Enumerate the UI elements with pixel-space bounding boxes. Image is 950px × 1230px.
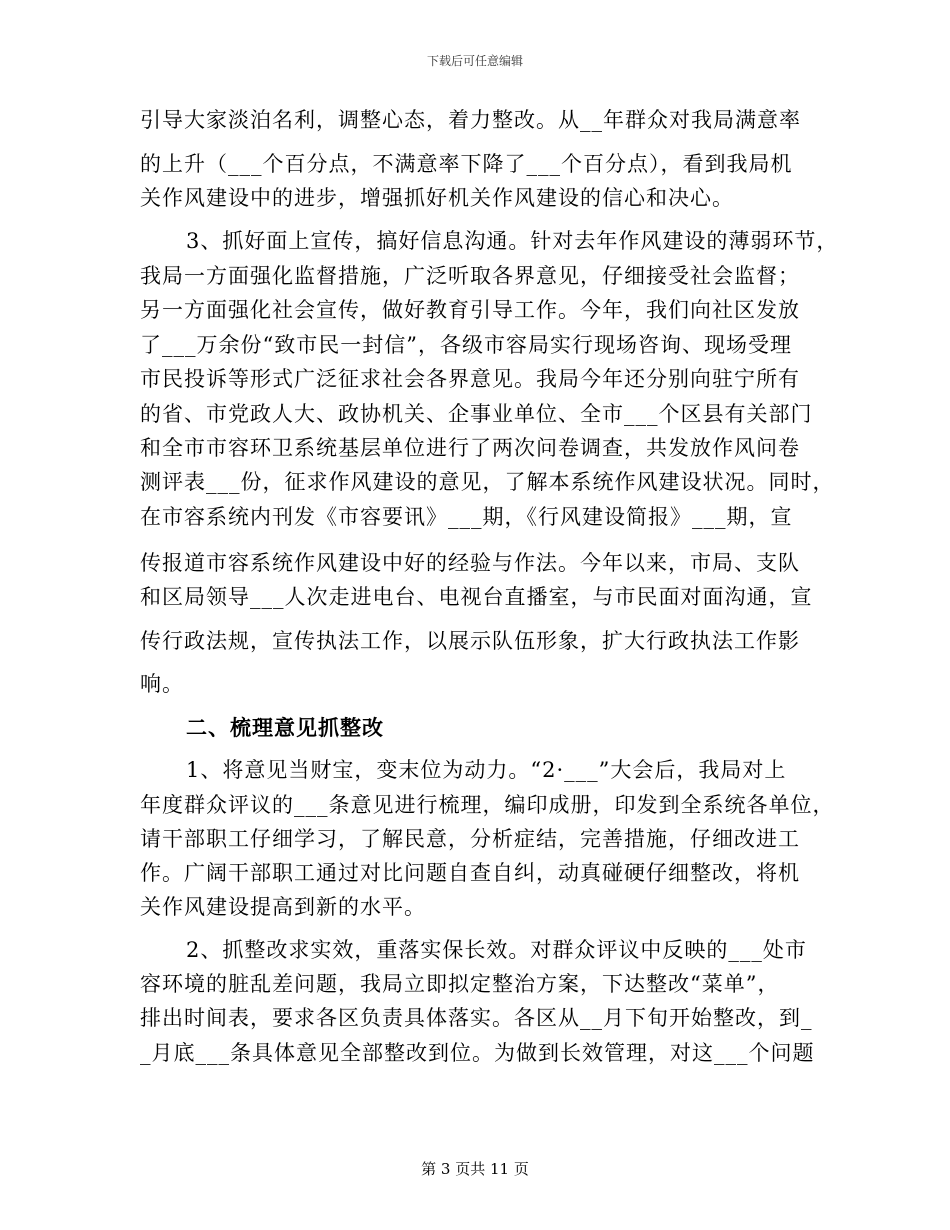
body-line: 市民投诉等形式广泛征求社会各界意见。我局今年还分别向驻宁所有 [140, 367, 800, 391]
body-line: 2、抓整改求实效，重落实保长效。对群众评议中反映的___处市 [186, 938, 807, 962]
body-line: 传报道市容系统作风建设中好的经验与作法。今年以来，市局、支队 [140, 551, 800, 575]
body-line: 排出时间表，要求各区负责具体落实。各区从__月下旬开始整改，到_ [140, 1006, 813, 1030]
body-line: 容环境的脏乱差问题，我局立即拟定整治方案，下达整改“菜单”， [140, 972, 780, 996]
body-line: 和全市市容环卫系统基层单位进行了两次问卷调查，共发放作风问卷 [140, 436, 800, 460]
page-header-note: 下载后可任意编辑 [426, 54, 523, 68]
body-line: 关作风建设中的进步，增强抓好机关作风建设的信心和决心。 [140, 186, 734, 210]
body-line: 作。广阔干部职工通过对比问题自查自纠，动真碰硬仔细整改，将机 [140, 861, 800, 885]
body-line: 请干部职工仔细学习，了解民意，分析症结，完善措施，仔细改进工 [140, 827, 800, 851]
page-number: 第 3 页共 11 页 [421, 1160, 529, 1178]
body-line: 的上升（___个百分点，不满意率下降了___个百分点），看到我局机 [140, 152, 793, 176]
section-heading: 二、梳理意见抓整改 [186, 715, 384, 740]
body-line: 了___万余份“致市民一封信”，各级市容局实行现场咨询、现场受理 [140, 333, 792, 357]
body-line: 的省、市党政人大、政协机关、企事业单位、全市___个区县有关部门 [140, 402, 813, 426]
body-line: 另一方面强化社会宣传，做好教育引导工作。今年，我们向社区发放 [140, 298, 800, 322]
body-line: 和区局领导___人次走进电台、电视台直播室，与市民面对面沟通，宣 [140, 585, 813, 609]
body-line: _月底___条具体意见全部整改到位。为做到长效管理，对这___个问题 [140, 1041, 815, 1065]
body-line: 1、将意见当财宝，变末位为动力。“2·___”大会后，我局对上 [186, 758, 787, 782]
body-line: 响。 [140, 672, 184, 696]
body-line: 传行政法规，宣传执法工作，以展示队伍形象，扩大行政执法工作影 [140, 629, 800, 653]
body-line: 测评表___份，征求作风建设的意见，了解本系统作风建设状况。同时， [140, 470, 835, 494]
body-line: 在市容系统内刊发《市容要讯》___期，《行风建设简报》___期，宣 [140, 505, 793, 529]
body-line: 年度群众评议的___条意见进行梳理，编印成册，印发到全系统各单位， [140, 793, 835, 817]
body-line: 引导大家淡泊名利，调整心态，着力整改。从__年群众对我局满意率 [140, 108, 801, 132]
body-line: 我局一方面强化监督措施，广泛听取各界意见，仔细接受社会监督； [140, 264, 800, 288]
body-line: 3、抓好面上宣传，搞好信息沟通。针对去年作风建设的薄弱环节， [186, 229, 839, 253]
body-line: 关作风建设提高到新的水平。 [140, 895, 426, 919]
